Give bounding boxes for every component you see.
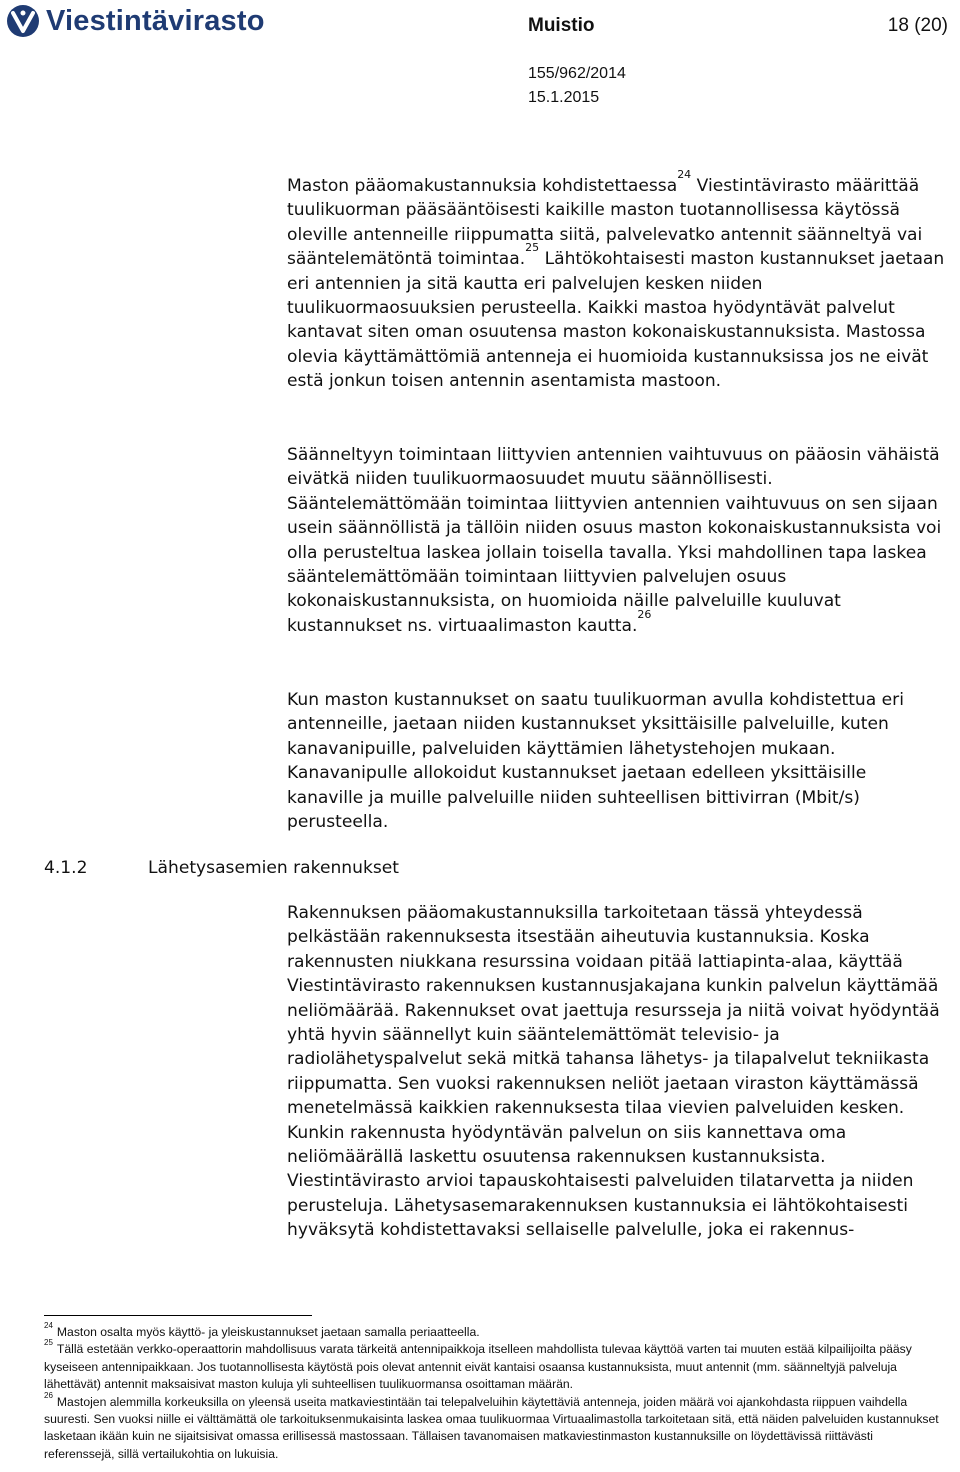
footnote-text: Mastojen alemmilla korkeuksilla on yleensä useita matkaviestintään tai telepalveluihin käytettäviä antenneja, joiden määrä voi ajankohdasta riippuen vaihdella suuresti. Sen vuoksi niille ei välttämättä ole tarkoituksenmukaisinta laskea omaa tuulikuormaa Virtuaalimastolla tarkoitetaan sitä, että näiden palveluiden kustannukset lasketaan ikään kuin ne sijaitsisivat omassa erillisessä mastossaan. Tällaisen tavanomaisen matkaviestinmaston kustannuksille on löydettävissä riittävästi referenssejä, sillä vertailukohtia on lukuisia. — [44, 1394, 939, 1461]
footnote — [44, 1390, 944, 1464]
reference-number: 155/962/2014 — [528, 65, 626, 82]
document-date: 15.1.2015 — [528, 89, 600, 106]
footnote-ref: 24 — [677, 168, 692, 181]
footnotes — [44, 1321, 944, 1463]
footnote-ref: 26 — [637, 607, 652, 621]
section-title: Lähetysasemien rakennukset — [148, 858, 399, 878]
paragraph-text: Viestintävirasto määrittää tuulikuorman pääsääntöisesti kaikille maston tuotannollisessa käytössä oleville antenneille riippumatta siitä, palvelevatko antennit säänneltyä vai sääntelemätöntä toimintaa. — [287, 176, 923, 270]
paragraph-text: Säänneltyyn toimintaan liittyvien antennien vaihtuvuus on pääosin vähäistä eivätkä niiden tuulikuormaosuudet muutu säännöllisesti. Sääntelemättömään toimintaa liittyvien antennien vaihtuvuus on sen sijaan usein säännöllistä ja tällöin niiden osuus maston kokonaiskustannuksista voi olla perusteltua laskea jollain toisella tavalla. Yksi mahdollinen tapa laskea sääntelemättömään toimintaan liittyvien palvelujen osuus kokonaiskustannuksista, on huomioida näille palveluille kuuluvat kustannukset ns. virtuaalimaston kautta. — [287, 445, 942, 636]
footnote-number: 26 — [44, 1390, 53, 1400]
paragraph-buildings: Rakennuksen pääomakustannuksilla tarkoitetaan tässä yhteydessä pelkästään rakennuksesta itsestään aiheutuvia kustannuksia. Koska rakennusten niukkana resurssina voidaan pitää lattiapinta-alaa, käyttää Viestintävirasto rakennuksen kustannusjakajana kunkin palvelun käyttämää neliömäärää. Rakennukset ovat jaettuja resursseja ja niitä voivat hyödyntää yhtä hyvin säännellyt kuin sääntelemättömät televisio- ja radiolähetyspalvelut sekä mitkä tahansa lähetys- ja tilapalvelut tekniikasta riippumatta. Sen vuoksi rakennuksen neliöt jaetaan viraston käyttämässä menetelmässä kaikkien rakennuksesta tilaa vievien palveluiden kesken. Kunkin rakennusta hyödyntävän palvelun on siis kannettava oma neliömäärällä laskettu osuutensa rakennuksen kustannuksista. Viestintävirasto arvioi tapauskohtaisesti palveluiden tilatarvetta ja niiden perusteluja. Lähetysasemarakennuksen kustannuksia ei lähtökohtaisesti hyväksytä kohdistettavaksi sellaiselle palvelulle, joka ei rakennus- — [287, 903, 940, 1241]
paragraph-cost-allocation: Kun maston kustannukset on saatu tuulikuorman avulla kohdistettua eri antenneille, jaetaan niiden kustannukset yksittäisille palveluille, kuten kanavanipuille, palveluiden käyttämien lähetystehojen mukaan. Kanavanipulle allokoidut kustannukset jaetaan edelleen yksittäisille kanaville ja muille palveluille niiden suhteellisen bittivirran (Mbit/s) perusteella. — [287, 690, 904, 833]
page-number: 18 (20) — [887, 15, 948, 36]
agency-logo-icon — [6, 4, 40, 38]
section-heading — [44, 856, 399, 880]
paragraph-text: Maston pääomakustannuksia kohdistettaessa — [287, 176, 678, 196]
footnote — [44, 1321, 944, 1341]
document-type: Muistio — [528, 15, 595, 36]
paragraph-mast-costs — [287, 168, 947, 394]
section-number: 4.1.2 — [44, 858, 88, 878]
footnote-text: Maston osalta myös käyttö- ja yleiskustannukset jaetaan samalla periaatteella. — [56, 1325, 480, 1339]
paragraph-regulated-antennas — [287, 443, 947, 638]
agency-logo — [6, 4, 265, 38]
footnote-divider — [44, 1315, 312, 1316]
document-reference — [528, 62, 626, 110]
paragraph-text: Lähtökohtaisesti maston kustannukset jaetaan eri antennien ja sitä kautta eri palvelujen kesken niiden tuulikuormaosuuksien perusteella. Kaikki mastoa hyödyntävät palvelut kantavat siten oman osuutensa maston kokonaiskustannuksista. Mastossa olevia käyttämättömiä antenneja ei huomioida kustannuksissa jos ne eivät estä jonkun toisen antennin asentamista mastoon. — [287, 249, 945, 392]
agency-name: Viestintävirasto — [46, 5, 265, 37]
footnote-text: Tällä estetään verkko-operaattorin mahdollisuus varata tärkeitä antennipaikkoja itselleen mahdollista tulevaa käyttöä varten tai muuten estää kilpailijoilta pääsy kyseiseen antennipaikkaan. Jos tuotannollisesta käytöstä pois olevat antennit eivät kantaisi osaansa kustannuksista, muut antennit (mm. säänneltyjä palveluja lähettävät) antennit maksaisivat maston kuluja yli suhteellisen tuulikuormansa osoittaman määrän. — [44, 1342, 912, 1392]
footnote — [44, 1338, 944, 1393]
footnote-number: 24 — [44, 1321, 53, 1330]
footnote-ref: 25 — [525, 241, 540, 255]
footnote-number: 25 — [44, 1338, 53, 1348]
